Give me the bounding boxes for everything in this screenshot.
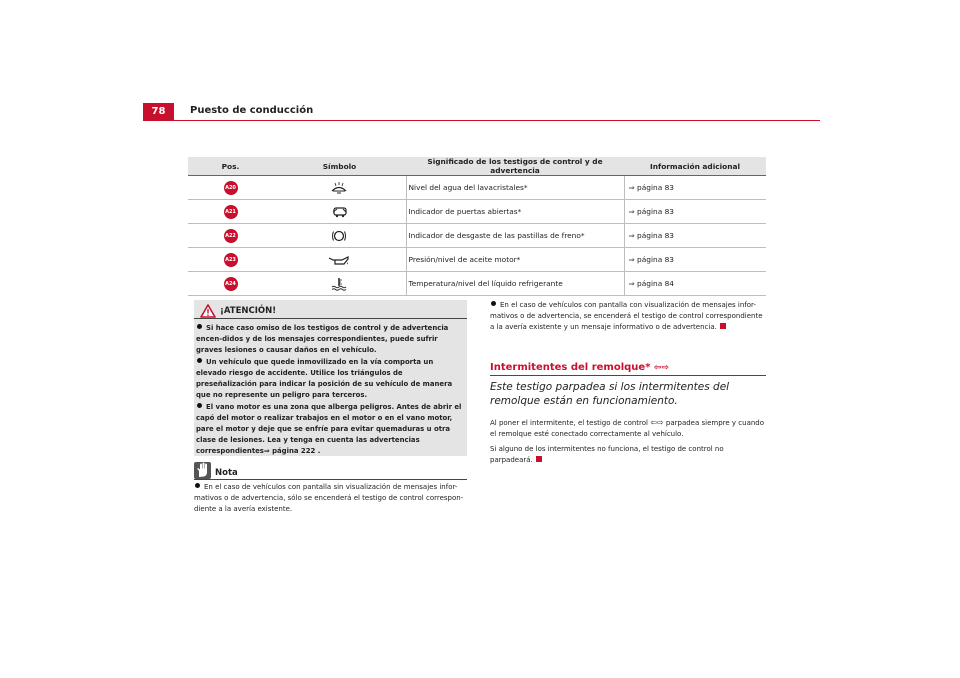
trailer-indicator-icon: ⇦⇨ <box>650 418 664 427</box>
warning-lamps-table <box>188 157 766 296</box>
section-paragraph <box>490 417 768 440</box>
warning-header <box>194 300 467 319</box>
header-divider <box>174 120 820 121</box>
note-text: En el caso de vehículos con pantalla sin visualización de mensajes infor-mativos o de advertencia, sólo se encenderá el testigo de control correspon-diente a la avería existente. <box>194 483 464 513</box>
warning-item <box>196 323 463 356</box>
row-description: Presión/nivel de aceite motor* <box>406 248 624 272</box>
position-badge: A24 <box>224 277 238 291</box>
row-page-reference[interactable]: ⇒ página 83 <box>624 176 766 200</box>
bullet-icon <box>197 324 202 329</box>
row-page-reference[interactable]: ⇒ página 83 <box>624 200 766 224</box>
warning-item <box>196 402 463 457</box>
column-header-info: Información adicional <box>624 157 766 176</box>
section-title-text: Intermitentes del remolque* <box>490 362 651 373</box>
warning-item <box>196 357 463 401</box>
bullet-icon <box>197 358 202 363</box>
bullet-icon <box>195 483 200 488</box>
position-badge: A20 <box>224 181 238 195</box>
trailer-indicator-icon: ⇦⇨ <box>653 363 670 373</box>
row-description: Indicador de puertas abiertas* <box>406 200 624 224</box>
row-description: Nivel del agua del lavacristales* <box>406 176 624 200</box>
row-description: Indicador de desgaste de las pastillas de freno* <box>406 224 624 248</box>
page-header-title: Puesto de conducción <box>190 105 314 116</box>
warning-item-text: El vano motor es una zona que alberga peligros. Antes de abrir el capó del motor o realizar trabajos en el motor o en el vano motor, pare el motor y deje que se enfríe para evitar quemaduras u otra clase de lesiones. Lea y tenga en cuenta las advertencias correspondientes⇒ página 222 . <box>196 403 462 455</box>
row-page-reference[interactable]: ⇒ página 84 <box>624 272 766 296</box>
table-row <box>188 176 766 200</box>
row-description: Temperatura/nivel del líquido refrigerante <box>406 272 624 296</box>
coolant-icon <box>331 279 347 288</box>
section-title <box>490 362 669 373</box>
position-badge: A21 <box>224 205 238 219</box>
section-divider <box>490 375 766 376</box>
note-body <box>194 482 469 515</box>
column-header-meaning: Significado de los testigos de control y de advertencia <box>406 157 624 176</box>
brake-pads-icon <box>331 231 347 240</box>
bullet-icon <box>197 403 202 408</box>
row-page-reference[interactable]: ⇒ página 83 <box>624 224 766 248</box>
table-row <box>188 248 766 272</box>
end-of-section-icon <box>720 323 726 329</box>
section-subtitle: Este testigo parpadea si los intermitentes del remolque están en funcionamiento. <box>490 381 730 407</box>
section-paragraph <box>490 444 768 466</box>
row-page-reference[interactable]: ⇒ página 83 <box>624 248 766 272</box>
table-row <box>188 200 766 224</box>
paragraph-text: Al poner el intermitente, el testigo de control <box>490 419 649 427</box>
column-header-symbol: Símbolo <box>273 157 406 176</box>
bullet-icon <box>491 301 496 306</box>
bullet-text: En el caso de vehículos con pantalla con visualización de mensajes infor-mativos o de advertencia, se encenderá el testigo de control correspondiente a la avería existente y un mensaje informativo o de advertencia. <box>490 301 763 331</box>
right-column-bullet <box>490 300 765 333</box>
note-header <box>194 462 467 480</box>
table-row <box>188 272 766 296</box>
oil-pressure-icon <box>328 255 350 264</box>
page-number: 78 <box>143 103 174 121</box>
warning-body <box>194 319 467 457</box>
warning-item-text: Si hace caso omiso de los testigos de control y de advertencia encen-didos y de los mensajes correspondientes, puede sufrir graves lesiones o causar daños en el vehículo. <box>196 324 449 354</box>
column-header-pos: Pos. <box>188 157 273 176</box>
table-row <box>188 224 766 248</box>
warning-box <box>194 300 467 456</box>
note-title: Nota <box>215 468 238 478</box>
note-hand-icon <box>194 462 211 479</box>
section-body <box>490 417 768 470</box>
position-badge: A23 <box>224 253 238 267</box>
warning-title: ¡ATENCIÓN! <box>220 306 277 316</box>
table-header-row <box>188 157 766 176</box>
warning-triangle-icon <box>200 303 216 322</box>
position-badge: A22 <box>224 229 238 243</box>
warning-item-text: Un vehículo que quede inmovilizado en la vía comporta un elevado riesgo de accidente. Utilice los triángulos de preseñalización para indicar la posición de su vehículo de manera que no represente un peligro para terceros. <box>196 358 453 399</box>
paragraph-text: Si alguno de los intermitentes no funciona, el testigo de control no parpadeará. <box>490 445 724 464</box>
end-of-section-icon <box>536 456 542 462</box>
washer-fluid-icon <box>330 183 348 192</box>
open-doors-icon <box>330 207 348 216</box>
paragraph-text: parpadea siempre y cuando el remolque esté conectado correctamente al vehículo. <box>490 419 765 438</box>
